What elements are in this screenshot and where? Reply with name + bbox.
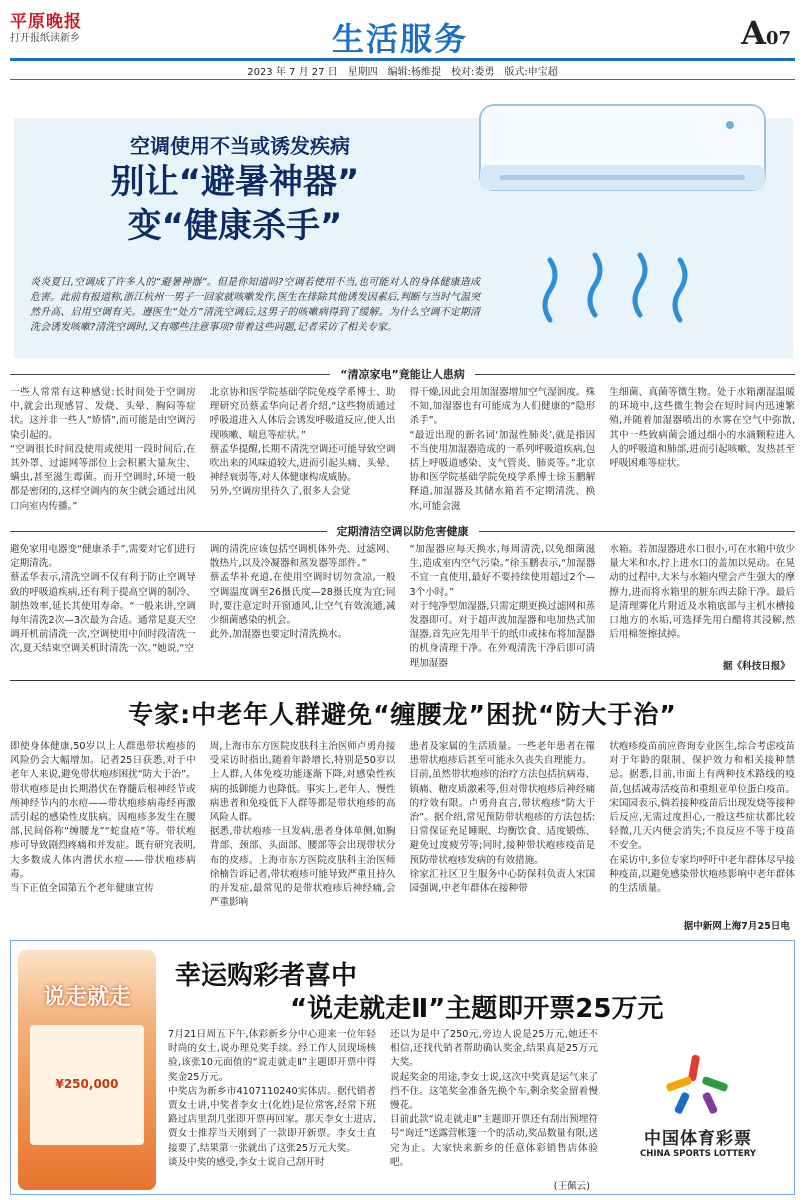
air-conditioner-illustration [470,95,770,205]
article1-credit: 据《科技日报》 [722,661,790,672]
ticket-prize: ¥250,000 [55,1077,119,1091]
section1-col-1: 一些人常常有这种感觉:长时间处于空调房中,就会出现感冒、发烧、头晕、胸闷等症状。这并非一些人“矫情”,而可能是由空调污染引起的。 “空调很长时间没使用或使用一段时间后,在其外罩、过滤网等部位上会积累大量灰尘、螨虫,甚至滋生霉菌。而开空调时,环境一般都是密闭的,这样空调内的灰尘就会通过出风口向室内传播。” [10,387,196,512]
lottery-col-1: 7月21日周五下午,体彩新乡分中心迎来一位年轻时尚的女士,说办理兑奖手续。经工作人员现场核验,该张10元面值的“说走就走Ⅱ”主题即开票中得奖金25万元。 中奖店为新乡市4107110240实体店。据代销者贾女士讲,中奖者李女士(化姓)是位常客,经常下班路过店里刮几张即开票再回家。那天李女士进店,贾女士推荐当天刚到了一款即开新票。李女士直接要了,结果第一张就出了这张25万元大奖。 谈及中奖的感受,李女士说自己刮开时 [168,1029,376,1168]
article2-headline: 专家:中老年人群避免“缠腰龙”困扰“防大于治” [128,700,677,729]
article2-col-4: 状疱疹疫苗前应咨询专业医生,综合考虑疫苗对于年龄的限制、保护效力和相关接种禁忌。据悉,目前,市面上有两种技术路线的疫苗,包括减毒活疫苗和重组亚单位蛋白疫苗。宋国园表示,倘若接种疫苗后出现发烧等接种后反应,无需过度担心,一般这些症状都比较轻微,几天内便会消失;不良反应不等于疫苗不安全。 在采访中,多位专家均呼吁中老年群体尽早接种疫苗,以避免感染带状疱疹影响中老年群体的生活质量。 [609,741,795,895]
article2-credit: 据中新网上海7月25日电 [683,921,790,932]
ticket-title: 说走就走 [42,985,131,1010]
header-rule [10,58,795,61]
article-kicker: 空调使用不当或诱发疾病 [130,134,350,158]
section-title: 生活服务 [331,20,468,58]
article2-columns [10,740,795,918]
section2-col-2: 调的清洗应该包括空调机体外壳、过滤网、散热片,以及冷凝器和蒸发器等部件。” 蔡孟华补充道,在使用空调时切勿贪凉,一般空调温度调至26摄氏度—28摄氏度为宜;同时,要注意定时开窗通风,让空气有效流通,减少细菌感染的机会。 此外,加湿器也要定时清洗换水。 [209,544,396,641]
china-sports-lottery-logo [618,1050,778,1180]
ticket-scratch-area [30,1025,144,1145]
section1-col-3: 得干燥,因此会用加湿器增加空气湿润度。殊不知,加湿器也有可能成为人们健康的“隐形杀手”。 “最近出现的新名词‘加湿性肺炎’,就是指因不当使用加湿器造成的一系列呼吸道疾病,包括上呼吸道感染、支气管炎、肺炎等。”北京协和医学院基础学院免疫学系博士徐玉鹏解释道,加湿器及其储水箱若不定期清洗、换水,可能会滋 [409,387,596,512]
headline-line-2: 变“健康杀手” [127,206,343,246]
section2-col-3: “加湿器应每天换水,每周清洗,以免细菌滋生,造成室内空气污染。”徐玉鹏表示,“加湿器不宜一直使用,最好不要持续使用超过2个—3个小时。” 对于纯净型加湿器,只需定期更换过滤网和蒸发器即可。对于超声波加湿器和电加热式加湿器,首先应先用半干的纸巾或抹布将加湿器的机身清理干净。在外观清洗干净后即可清理加湿器 [409,544,596,669]
lottery-ticket-image [18,950,156,1190]
subhead-bar-1 [10,366,795,382]
section-divider [10,680,795,681]
header-rule-thin [10,79,795,80]
article-headline [50,160,420,248]
subhead-1: “清凉家电”竟能让人患病 [340,368,465,381]
page-number [741,14,791,52]
logo-text-cn: 中国体育彩票 [644,1129,752,1149]
page-letter: A [741,14,766,52]
paper-name: 平原晚报 [10,12,82,32]
article2-col-3: 患者及家属的生活质量。一些老年患者在罹患带状疱疹后甚至可能永久丧失自理能力。 目前,虽然带状疱疹的治疗方法包括抗病毒、镇痛、糖皮质激素等,但对带状疱疹后神经痛的疗效有限。卢勇舟直言,带状疱疹“防大于治”。据介绍,常见预防带状疱疹的方法包括:日常保证充足睡眠、均衡饮食、适度锻炼、避免过度疲劳等;同时,接种带状疱疹疫苗是预防带状疱疹发病的有效措施。 徐家汇社区卫生服务中心防保科负责人宋国园强调,中老年群体在接种带 [409,741,596,895]
lottery-columns [168,1028,598,1178]
sports-lottery-emblem-icon [618,1050,778,1120]
lottery-byline: (王佩云) [553,1181,590,1192]
article2-col-2: 周,上海市东方医院皮肤科主治医师卢勇舟接受采访时指出,随着年龄增长,特别是50岁以上人群,人体免疫功能逐渐下降,对感染性疾病的抵御能力也降低。事实上,老年人、慢性病患者和免疫低下人群等都是带状疱疹的高风险人群。 据悉,带状疱疹一旦发病,患者身体单侧,如胸背部、颈部、头面部、腰部等会出现带状分布的皮疹。上海市东方医院皮肤科主治医师徐楠告诉记者,带状疱疹可能导致严重且持久的并发症,最常见的是带状疱疹后神经痛,会严重影响 [209,741,396,909]
airflow-waves-icon [540,250,690,320]
masthead-logo [10,12,120,46]
paper-slogan: 打开报纸读新乡 [10,33,80,44]
subhead-bar-2 [10,523,795,539]
section1-col-4: 生细菌、真菌等微生物。处于水箱潮湿温暖的环境中,这些微生物会在短时间内迅速繁殖,并随着加湿器喷出的水雾在空气中弥散,其中一些致病菌会通过细小的水滴颗粒进入人的呼吸道和肺部,进而引起咳嗽、发热甚至呼吸困难等症状。 [609,387,795,470]
section2-col-4: 水箱。若加湿器进水口很小,可在水箱中放少量大米和水,拧上进水口的盖加以晃动。在晃动的过程中,大米与水箱内壁会产生强大的摩擦力,进而将水箱里的脏东西去除干净。最后是清理雾化片附近及水箱底部与主机水槽接口地方的水垢,可选择先用白醋将其浸解,然后用棉签擦拭掉。 [609,544,795,641]
lottery-headline-1: 幸运购彩者喜中 [175,961,358,991]
dateline: 2023 年 7 月 27 日 星期四 编辑:杨维提 校对:娄勇 版式:申宝超 [247,67,558,78]
logo-text-en: CHINA SPORTS LOTTERY [640,1149,756,1159]
section2-col-1: 避免家用电器变“健康杀手”,需要对它们进行定期清洗。 蔡孟华表示,清洗空调不仅有利于防止空调导致的呼吸道疾病,还有利于提高空调的制冷、制热效率,延长其使用寿命。“一般来讲,空调每年清洗2次—3次最为合适。通常是夏天空调开机前清洗一次,空调使用中间时段清洗一次,夏天结束空调关机时清洗一次。”她说,“空 [10,544,196,655]
article2-col-1: 即使身体健康,50岁以上人群患带状疱疹的风险仍会大幅增加。记者25日获悉,对于中老年人来说,避免带状疱疹困扰“防大于治”。 带状疱疹是由长期潜伏在脊髓后根神经节或颅神经节内的水痘——带状疱疹病毒经再激活引起的感染性皮肤病。因疱疹多发生在腰部,民间俗称“缠腰龙”“蛇盘疮”等。带状疱疹可导致剧烈疼痛和并发症。既有研究表明,大多数成人体内潜伏水痘——带状疱疹病毒。 当下正值全国第五个老年健康宣传 [10,741,196,895]
subhead-2: 定期清洁空调以防危害健康 [336,525,469,538]
lottery-headline-2: “说走就走Ⅱ”主题即开票25万元 [290,994,664,1024]
section1-col-2: 北京协和医学院基础学院免疫学系博士、助理研究员蔡孟华向记者介绍,“这些物质通过呼吸道进入人体后会诱发呼吸道反应,使人出现咳嗽、喘息等症状。” 蔡孟华提醒,长期不清洗空调还可能导致空调吹出来的风味道较大,进而引起头痛、头晕、神经衰弱等,对人体健康构成威胁。 另外,空调房里待久了,很多人会觉 [209,387,396,498]
section1-columns [10,386,795,526]
lottery-col-2: 还以为是中了250元,旁边人说是25万元,她还不相信,还找代销者帮助确认奖金,结果真是25万元大奖。 说起奖金的用途,李女士说,这次中奖真是运气来了挡不住。这笔奖金准备先换个车,剩余奖金留着慢慢花。 目前此款“说走就走Ⅱ”主题即开票还有刮出预埋符号“询迁”送露营帐篷一个的活动,奖品数量有限,送完为止。大家快来新乡的任意体彩销售店体验吧。 [390,1029,598,1168]
page-digits: 07 [765,28,791,49]
headline-line-1: 别让“避暑神器” [110,162,360,202]
article-lead: 炎炎夏日,空调成了许多人的“避暑神器”。但是你知道吗?空调若使用不当,也可能对人的身体健康造成危害。此前有报道称,浙江杭州一男子一回家就咳嗽发作,医生在排除其他诱发因素后,判断与当时气温突然升高、启用空调有关。遵医生“处方”清洗空调后,这男子的咳嗽病得到了缓解。为什么空调不定期清洗会诱发咳嗽?清洗空调时,又有哪些注意事项?带着这些问题,记者采访了相关专家。 [30,277,480,333]
